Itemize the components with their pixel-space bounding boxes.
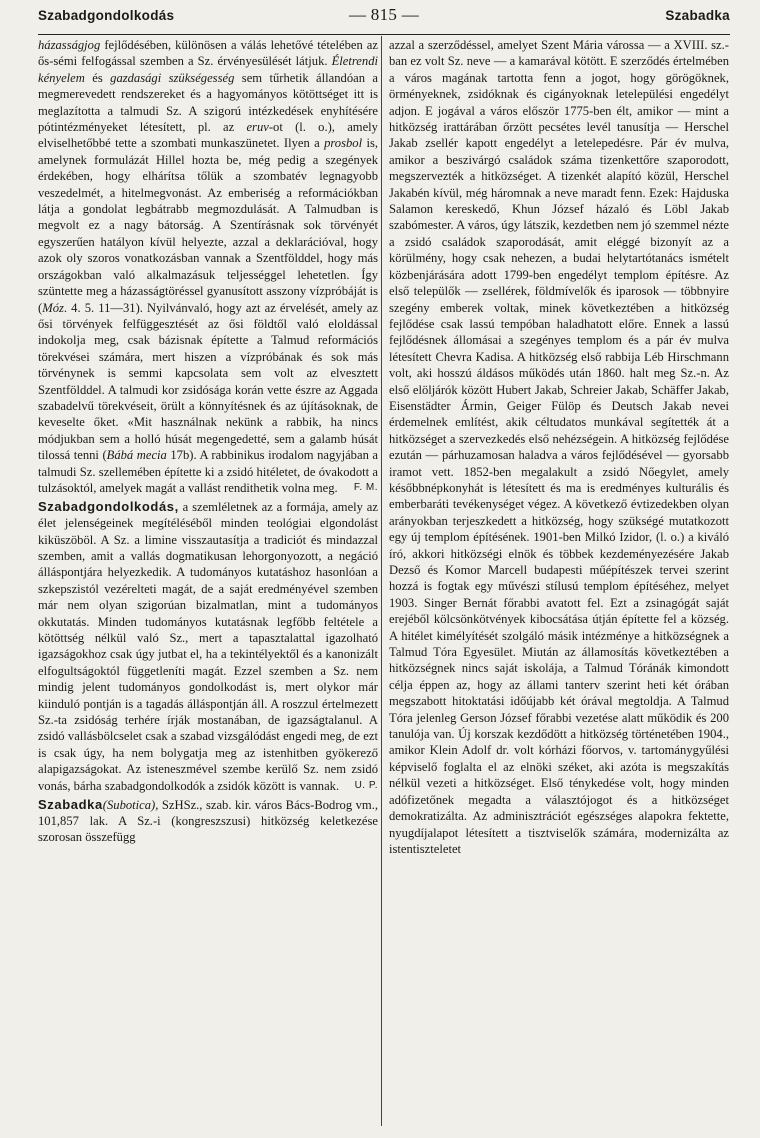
author-signature: U. P.	[354, 780, 378, 792]
text-run: is, amelynek formulázát Hillel hozta be, még pedig a szegények érdekében, hogy elhárítsa tőlük a szombatév legnagyobb veszedelmét, a hitelmegvonást. Az emberiség a reformációkban látja a gondolat legbátrabb megmozdulását. A Talmudban is megvolt ez a nagy bátorság. A Szentírásnak sok törvényét egyszerűen hatályon kívül helyezte, azzal a deklarációval, hogy azok oly szoros vonatkozásban vannak a Szentfölddel, hogy más országokban való alkalmazásuk teljességgel lehetetlen. Így szüntette meg a házasságtöréssel gyanusított asszony vízpróbáját is (	[38, 136, 378, 315]
column-divider	[381, 36, 382, 1126]
left-column	[38, 37, 378, 1127]
italic-term: eruv	[246, 120, 269, 135]
entry-szabadka-continued: azzal a szerződéssel, amelyet Szent Mária várossa — a XVIII. sz.-ban ez volt Sz. neve — a kamarával kötött. E szerződés értelmében a város magának tartotta fenn a jogot, hogy görögöknek, örményeknek, zsidóknak és cigányoknak letelepülési engedélyt adjon. E jogával a város először 1775-ben élt, amikor — mint a hitközség irattárában őrzött pecsétes levél tanusítja — Herschel Jakab zsellér kapott engedélyt a letelepedésre. Pár év mulva, amikor a beszivárgó családok száma tizenkettőre szaporodott, megszervezték a hitközséget. A tizenkét alapító közül, Herschel Jakabén kívül, még háromnak a neve maradt fenn. Ezek: Hajduska Salamon kereskedő, Khun József házaló és Löbl Jakab szabómester. A város, úgy látszik, kezdetben nem jó szemmel nézte a zsidó családok szaporodását, amit eléggé bizonyít az a körülmény, hogy csak nehezen, a budai helytartótanács ismételt közbenjárására adott 1799-ben engedélyt templom építésre. Az első települők — zsellérek, földmívelők és iparosok — többnyire szegény emberek voltak, minek következtében a hitközség fejlődése csak lassú tempóban haladhatott előre. Ennek a lassú fejlődésnek állomásai a szegényes templom és a pár év mulva létesített Chevra Kadisa. A hitközség első rabbija Léb Hirschmann volt, aki hosszú áldásos működés után 1860. halt meg Sz.-n. Az első elöljárók között Hubert Jakab, Schreier Jakab, Schäffer Jakab, Eisenstädter Ármin, Geiger Fülöp és Deutsch Jakab nevei érdemelnek említést, akik céltudatos munkával segítették át a hitközséget a szervezkedés első nehézségein. A hitközség fejlődése ezután — párhuzamosan haladva a város fejlődésével — gyorsabb iramot vett. 1852-ben megalakult a zsidó Nőegylet, amely későbbnépkonyhát is létesített és ma is eredményes kulturális és emberbaráti tevékenységet végez. A következő évtizedekben olyan arányokban terjeszkedett a hitközség, hogy szükségé mutatkozott egy új templom építésének. 1901-ben Milkó Izidor, (l. o.) a kiváló író, akkori hitközségi elnök és többek kezdeményezésére Jakab Dezső és Komor Marcell budapesti műépítészek tervei szerint hozzá is fogtak egy művészi stílusú templom építéséhez, melyet 1903. Singer Bernát főrabbi avatott fel. Ezt a zsinagógát saját erejéből kölcsönkötvények kibocsátása útján építette fel a község. A hitélet kimélyítését szolgáló másik intézménye a hitközségnek a Talmud Tóra Egyesület. Miután az államosítás következtében a hitközségnek nincs saját iskolája, a Talmud Tóránák kimondott célja éppen az, hogy az állami tanterv szerint heti két órában megszabott hitoktatási időújabb két órával megtoldja. A Talmud Tóra jelenleg Gerson József főrabbi vezetése alatt működik és 200 tanulója van. Új korszak kezdődött a hitközség történetében 1904., amikor Klein Adolf dr. volt kórházi főorvos, v. tartománygyűlési képviselő foglalta el az elnöki széket, aki azóta is megszakítás nélkül vezeti a hitközséget. Első ténykedése volt, hogy minden adófizetőnek megadta a választójogot és a hitközséget demokratizálta. Az adminisztrációt egészséges alapokra fektette, nyugdíjalapot létesített a tisztviselők számára, modernizálta az istentiszteletet	[389, 38, 729, 856]
entry-headword: Szabadka	[38, 796, 103, 812]
entry-szabadka	[38, 797, 378, 846]
text-run: és	[84, 70, 111, 85]
italic-term: házasságjog	[38, 38, 101, 52]
entry-text: SzHSz., szab. kir. város Bács-Bodrog vm., 101,857 lak. A Sz.-i (kongreszszusi) hitközség keletkezése szorosan összefügg	[38, 797, 378, 845]
italic-term: Életrendi kényelem	[38, 54, 378, 85]
entry-alt-name: (Subotica),	[102, 797, 159, 812]
italic-reference: Bábá mecia	[106, 448, 167, 463]
paragraph-hazassagjog	[38, 37, 378, 496]
text-run: sem tűrhetik állandóan a megmerevedett rendszereket és a hagyományos kötöttséget itt is meglazította a talmudi Sz. A szigorú intézkedések enyhítésére pótintézményeket létesített, pl. az	[38, 70, 378, 135]
entry-text: a szemléletnek az a formája, amely az élet jelenségeinek megítéléséből minden teológiai elgondolást kiküszöböl. A Sz. a limine visszautasítja a tradiciót és mindazzal szemben, amit a vallás dogmatikusan lehorgonyozott, a negáció álláspontjára helyezkedik. A tudományos kutatáshoz hasonlóan a szkepszistól vezérelteti magát, de a saját eredményével szemben már nem olyan szigorúan bizalmatlan, mint a tudományos okkutatás. Minden tudományos kutatásnak legfőbb feltétele a kötöttség nélkül való Sz., mert a tapasztalattal igazolható igazságokhoz csak úgy jutbat el, ha a tekintélyektől és a kanonizált elfogultságoktól függetleníti magát. Ezzel szemben a Sz. nem mindig jelent tudományos gondolkodást is, mert olykor már kiinduló pontján is a tagadás álláspontján áll. A roszzul értelmezett Sz.-ta zsidóság terhére írják mostanában, de igazságtalanul. A zsidó vallásbölcselet csak a szabad vizsgálódást engedi meg, de ezt is csak úgy, ha nem bolygatja meg az istenhitben gyökerező alapigazságokat. Az isteneszmével szembe kerülő Sz. nem zsidó vonás, bárha szabadgondolkodók a zsidók között is vannak.	[38, 499, 378, 793]
page-header	[38, 6, 730, 30]
page-number: — 815 —	[348, 5, 420, 24]
author-signature: F. M.	[353, 482, 378, 494]
text-run: . 4. 5. 11—31). Nyilvánvaló, hogy azt az érvelését, amely az ősi törvények felfüggesztését az ősi földtől való eloldással indokolja meg, csak bázisnak építette a Talmud reformációs törekvései számára, mert hiszen a vízpróbának és sok más törvénynek is semmi kapcsolata sem volt az elvesztett Szentfölddel. A talmudi kor zsidósága korán vette észre az Aggada szabadelvű törekvéseit, örült a könnyítésnek és az újításoknak, de keveselte őket. «Mit használnak nekünk a rabbik, ha nincs módjukban sem a holló húsát megengedetté, sem a galamb húsát tilossá tenni (	[38, 300, 378, 463]
running-head-right: Szabadka	[665, 8, 730, 23]
text-run: 17b). A rabbinikus irodalom nagyjában a talmudi Sz. szellemében építette ki a zsidó hitéletet, de óvakodott a tulzásoktól, amelyek magát a vallást rendithetik volna meg.	[38, 448, 378, 495]
entry-headword: Szabadgondolkodás,	[38, 498, 179, 514]
italic-term: prosbol	[324, 136, 363, 151]
italic-term: gazdasági szükségesség	[110, 70, 235, 85]
entry-szabadgondolkodas	[38, 499, 378, 794]
right-column	[389, 37, 729, 1127]
italic-reference: Móz	[42, 300, 64, 315]
text-run: -ot (l. o.), amely elviselhetőbbé tette a szombati munkaszünetet. Ilyen a	[38, 120, 378, 151]
running-head-left: Szabadgondolkodás	[38, 8, 175, 23]
text-run: fejlődésében, különösen a válás lehetővé tételében az ős-sémi felfogással szemben a Sz. érvényesülését látjuk.	[38, 38, 378, 69]
header-rule	[38, 34, 730, 35]
